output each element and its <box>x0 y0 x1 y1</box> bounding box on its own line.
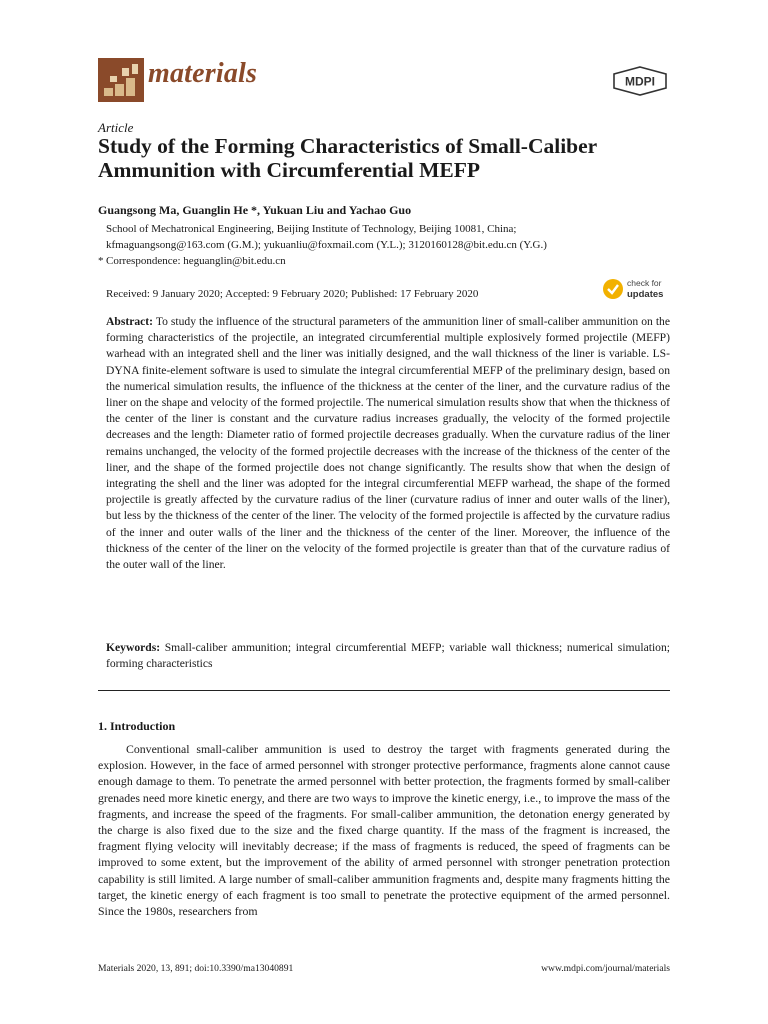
journal-name: materials <box>148 58 258 89</box>
affiliation-line-2: kfmaguangsong@163.com (G.M.); yukuanliu@foxmail.com (Y.L.); 3120160128@bit.edu.cn (Y.G.) <box>106 239 547 251</box>
correspondence-mark: * <box>98 255 104 267</box>
abstract-label: Abstract: <box>106 315 154 328</box>
correspondence-text: Correspondence: heguanglin@bit.edu.cn <box>106 255 286 267</box>
citation-footer: Materials 2020, 13, 891; doi:10.3390/ma13040891 <box>98 963 294 974</box>
section-heading: 1. Introduction <box>98 719 176 733</box>
keywords-text: Small-caliber ammunition; integral circumferential MEFP; variable wall thickness; numerical simulation; forming characteristics <box>106 641 670 671</box>
keywords <box>106 640 670 672</box>
article-type: Article <box>98 120 134 135</box>
paper-title: Study of the Forming Characteristics of Small-Caliber Ammunition with Circumferential MEFP <box>98 134 597 182</box>
abstract <box>106 314 670 573</box>
check-updates-line1: check for <box>627 278 662 288</box>
mdpi-logo-text: MDPI <box>625 74 655 89</box>
publication-dates: Received: 9 January 2020; Accepted: 9 February 2020; Published: 17 February 2020 <box>106 288 479 300</box>
introduction-paragraph: Conventional small-caliber ammunition is used to destroy the target with fragments generated during the explosion. However, in the face of armed personnel with stronger protective performance, fragments alone cannot cause enough damage to them. To penetrate the armed personnel with better protection, the fragments formed by small-caliber grenades need more kinetic energy, and there are two ways to improve the kinetic energy, i.e., to improve the mass of the fragments, and increase the speed of the fragments. For small-caliber ammunition, the detonation energy generated by the charge is also fixed due to the size and the fixed charge quantity. If the mass of the fragment is increased, the fragment flying velocity will inevitably decrease; if the mass of fragments is reduced, the speed of fragments can be improved to some extent, but the improvement of the ability of armed personnel with stronger penetration protection capability is still limited. A large number of small-caliber ammunition fragments and, despite many fragments hitting the target, the kinetic energy of each fragment is too small to penetrate the protective equipment of the armed personnel. Since the 1980s, researchers from <box>98 742 670 919</box>
affiliation-line-1: School of Mechatronical Engineering, Beijing Institute of Technology, Beijing 10081, China; <box>106 223 517 235</box>
journal-logo <box>98 58 144 102</box>
journal-url[interactable]: www.mdpi.com/journal/materials <box>541 963 670 974</box>
keywords-label: Keywords: <box>106 641 161 654</box>
correspondence <box>98 254 676 269</box>
check-updates-line2: updates <box>627 289 664 300</box>
author-list: Guangsong Ma, Guanglin He *, Yukuan Liu and Yachao Guo <box>98 203 412 217</box>
mdpi-logo <box>612 66 668 96</box>
abstract-text: To study the influence of the structural parameters of the ammunition liner of small-caliber ammunition on the forming characteristics of the projectile, an integrated circumferential multiple explosively formed projectile (MEFP) warhead with an integrated shell and the liner was initially designed, and the wall thickness of the liner is variable. LS-DYNA finite-element software is used to simulate the integral circumferential MEFP of the preliminary design, based on the numerical simulation results, the influence of the thickness at the center of the liner, and the curvature radius of the liner on the shape and velocity of the formed projectile. The numerical simulation results show that when the thickness of the center of the liner is constant and the curvature radius increases gradually, the velocity of the formed projectile decreases and the length: Diameter ratio of formed projectile decreases gradually. When the curvature radius of the liner remains unchanged, the velocity of the formed projectile decreases with the increase of the thickness of the center of the liner, and the shape of the formed projectile does not change significantly. The results show that when the design of integrating the shell and the liner was adopted for the integral circumferential MEFP warhead, the shape of the formed projectile is greatly affected by the curvature radius of the liner (curvature radius of inner and outer walls of the liner), but less by the thickness of the center of the liner. The velocity of the formed projectile is affected by the curvature radius of the inner and outer walls of the liner and the thickness of the center of the liner. Moreover, the influence of the thickness of the center of the liner on the velocity of the formed projectile is greater than that of the curvature radius of the outer wall of the liner. <box>106 315 670 572</box>
check-for-updates-badge[interactable] <box>602 276 674 302</box>
section-divider <box>98 690 670 691</box>
